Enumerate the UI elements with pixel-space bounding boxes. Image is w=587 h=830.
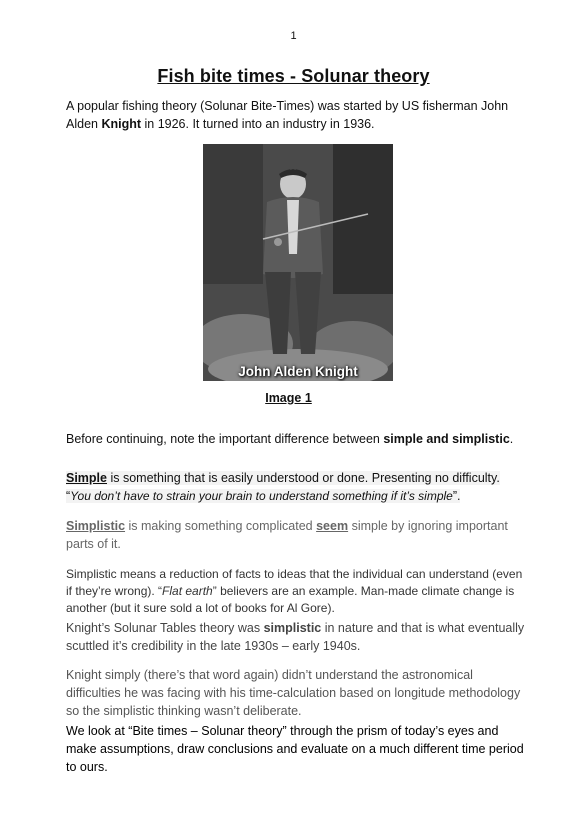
para3-text-1: is making something complicated (125, 519, 317, 533)
photo-caption: John Alden Knight (238, 364, 358, 379)
paragraph-knight-theory (66, 619, 528, 655)
simple-word: Simple (66, 471, 107, 485)
image-label: Image 1 (265, 391, 312, 405)
seem-word: seem (316, 519, 349, 533)
para3-text-2: simple by ignoring important parts of it. (66, 519, 508, 551)
para2-text-1: is something that is easily understood or done. Presenting no difficulty. “ (66, 471, 500, 503)
para5-text-2: in nature and that is what eventually scuttled it’s credibility in the late 1930s – early 1940s. (66, 621, 525, 653)
intro-text-2: in 1926. It turned into an industry in 1936. (141, 117, 375, 131)
para2-italic: You don’t have to strain your brain to understand something if it’s simple (70, 489, 453, 503)
para2-text-2: ”. (452, 489, 461, 503)
portrait-illustration (203, 144, 393, 381)
portrait-photo (203, 144, 393, 381)
page-number: 1 (290, 30, 297, 42)
para4-italic: Flat earth (162, 584, 213, 598)
para4-text-2: ” believers are an example. Man-made climate change is another (but it sure sold a lot of books for Al Gore). (66, 584, 515, 615)
page-title: Fish bite times - Solunar theory (157, 66, 430, 86)
para1-bold: simple and simplistic (383, 432, 510, 446)
paragraph-simplistic-meaning (66, 566, 528, 617)
intro-paragraph (66, 97, 526, 133)
para1-text-1: Before continuing, note the important difference between (66, 432, 384, 446)
paragraph-conclusion: We look at “Bite times – Solunar theory” through the prism of today’s eyes and make assumptions, draw conclusions and evaluate on a much different time period to ours. (66, 724, 524, 774)
simplistic-word: Simplistic (66, 519, 126, 533)
para4-text-1: Simplistic means a reduction of facts to ideas that the individual can understand (even if they’re wrong). “ (66, 567, 523, 598)
para5-bold: simplistic (263, 621, 322, 635)
intro-text-1: A popular fishing theory (Solunar Bite-Times) was started by US fisherman John Alden (66, 99, 509, 131)
paragraph-knight-simply: Knight simply (there’s that word again) didn’t understand the astronomical difficulties he was facing with his time-calculation based on longitude methodology so the simplistic thinking wasn’t deliberate. (66, 668, 521, 718)
para1-text-2: . (509, 432, 514, 446)
paragraph-simplistic-definition (66, 517, 528, 553)
paragraph-simple-definition (66, 469, 528, 505)
paragraph-simple-vs-simplistic (66, 430, 528, 448)
intro-bold: Knight (101, 117, 142, 131)
para5-text-1: Knight’s Solunar Tables theory was (66, 621, 264, 635)
